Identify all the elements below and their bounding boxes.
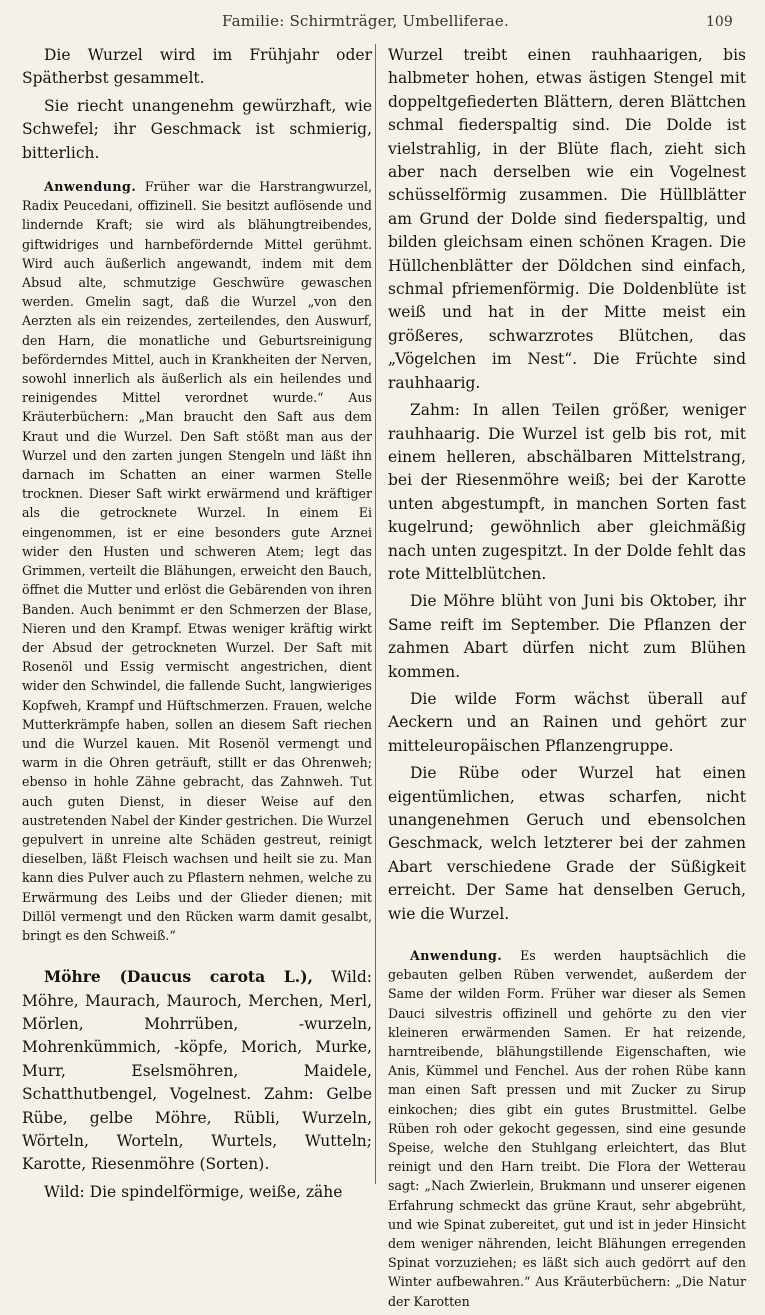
paragraph-text: Früher war die Harstrangwurzel, Radix Peucedani, offizinell. Sie besitzt auflösende und lindernde Kraft; sie wird als blähungtreibendes, giftwidriges und harnbefördernde Mittel gerühmt. Wird auch äußerlich angewandt, indem mit dem Absud alte, schmutzige Geschwüre gewaschen werden. Gmelin sagt, daß die Wurzel „von den Aerzten als ein reizendes, zerteilendes, den Auswurf, den Harn, die monatliche und Geburtsreinigung beförderndes Mittel, auch in Krankheiten der Nerven, sowohl innerlich als äußerlich als ein heilendes und reinigendes Mittel verordnet wurde.“ Aus Kräuterbüchern: „Man braucht den Saft aus dem Kraut und die Wurzel. Den Saft stößt man aus der Wurzel und den zarten jungen Stengeln und läßt ihn darnach im Schatten an einer warmen Stelle trocknen. Dieser Saft wirkt erwärmend und kräftiger als die getrocknete Wurzel. In einem Ei eingenommen, ist er eine besonders gute Arznei wider den Husten und schweren Atem; legt das Grimmen, verteilt die Blähungen, erweicht den Bauch, öffnet die Mutter und erlöst die Gebärenden von ihren Banden. Auch benimmt er den Schmerzen der Blase, Nieren und den Krampf. Etwas weniger kräftig wirkt der Absud der getrockneten Wurzel. Der Saft mit Rosenöl und Essig vermischt angestrichen, dient wider den Schwindel, die fallende Sucht, langwieriges Kopfweh, Krampf und Hüftschmerzen. Frauen, welche Mutterkrämpfe haben, sollen an diesem Saft riechen und die Wurzel kauen. Mit Rosenöl vermengt und warm in die Ohren geträuft, stillt er das Ohrenweh; ebenso in hohle Zähne gebracht, das Zahnweh. Tut auch guten Dienst, in dieser Weise auf den austretenden Nabel der Kinder gestrichen. Die Wurzel gepulvert in unreine alte Schäden gestreut, reinigt dieselben, läßt Fleisch wachsen und heilt sie zu. Man kann dies Pulver auch zu Pflastern nehmen, welche zu Erwärmung des Leibs und der Glieder dienen; mit Dillöl vermengt und den Rücken warm damit gesalbt, bringt es den Schweiß.“ xyxy=(22,179,372,943)
paragraph-taste xyxy=(388,762,746,926)
paragraph-smell xyxy=(22,95,372,165)
paragraph-text: Die Möhre blüht von Juni bis Oktober, ihr Same reift im September. Die Pflanzen der zahmen Abart dürfen nicht zum Blühen kommen. xyxy=(388,592,746,681)
paragraph-text: Wurzel treibt einen rauhhaarigen, bis halbmeter hohen, etwas ästigen Stengel mit doppeltgefiederten Blättern, deren Blättchen schmal fiederspaltig sind. Die Dolde ist vielstrahlig, in der Blüte flach, zieht sich aber nach derselben wie ein Vogelnest schüsselförmig zusammen. Die Hüllblätter am Grund der Dolde sind fiederspaltig, und bilden gleichsam einen schönen Kragen. Die Hüllchenblätter der Döldchen sind einfach, schmal pfriemenförmig. Die Doldenblüte ist weiß und hat in der Mitte meist ein größeres, schwarzrotes Blütchen, das „Vögelchen im Nest“. Die Früchte sind rauhhaarig. xyxy=(388,46,746,392)
paragraph-text: Sie riecht unangenehm gewürzhaft, wie Schwefel; ihr Geschmack ist schmierig, bitterlich. xyxy=(22,96,372,162)
paragraph-text: Die Wurzel wird im Frühjahr oder Spätherbst gesammelt. xyxy=(22,46,372,88)
paragraph-moehre-names xyxy=(22,965,372,1177)
paragraph-text: Die Rübe oder Wurzel hat einen eigentümlichen, etwas scharfen, nicht unangenehmen Geruch und ebensolchen Geschmack, welch letzterer bei der zahmen Abart verschiedene Grade der Süßigkeit erreicht. Der Same hat denselben Geruch, wie die Wurzel. xyxy=(388,764,746,923)
left-column xyxy=(22,44,372,1208)
paragraph-text: Es werden hauptsächlich die gebauten gelben Rüben verwendet, außerdem der Same der wilden Form. Früher war dieser als Semen Dauci silvestris offizinell und gehörte zu den vier kleineren erwärmenden Samen. Er hat reizende, harntreibende, blähungstillende Eigenschaften, wie Anis, Kümmel und Fenchel. Aus der rohen Rübe kann man einen Saft pressen und mit Zucker zu Sirup einkochen; dies gibt ein gutes Brustmittel. Gelbe Rüben roh oder gekocht gegessen, sind eine gesunde Speise, welche den Stuhlgang erleichtert, das Blut reinigt und den Harn treibt. Die Flora der Wetterau sagt: „Nach Zwierlein, Brukmann und unserer eigenen Erfahrung schmeckt das grüne Kraut, sehr abgebrüht, und wie Spinat zubereitet, gut und ist in jeder Hinsicht dem weniger nährenden, leicht Blähungen erregenden Spinat vorzuziehen; es läßt sich auch gedörrt auf den Winter aufbewahren.“ Aus Kräuterbüchern: „Die Natur der Karotten xyxy=(388,948,746,1309)
paragraph-flowering xyxy=(388,590,746,684)
column-divider xyxy=(375,44,376,1184)
paragraph-habitat xyxy=(388,688,746,758)
paragraph-text: Wild: Die spindelförmige, weiße, zähe xyxy=(44,1182,343,1201)
paragraph-cultivated xyxy=(388,399,746,586)
right-column xyxy=(388,44,746,1315)
paragraph-text: Zahm: In allen Teilen größer, weniger rauhhaarig. Die Wurzel ist gelb bis rot, mit einem helleren, abschälbaren Mittelstrang, bei der Riesenmöhre weiß; bei der Karotte unten abgestumpft, in manchen Sorten fast kugelrund; gewöhnlich aber gleichmäßig nach unten zugespitzt. In der Dolde fehlt das rote Mittelblütchen. xyxy=(388,401,746,583)
paragraph-usage xyxy=(22,177,372,945)
header-title: Familie: Schirmträger, Umbelliferae. xyxy=(222,12,509,30)
page-number: 109 xyxy=(706,14,733,30)
paragraph-wild-start xyxy=(22,1181,372,1204)
paragraph-usage-moehre xyxy=(388,946,746,1311)
paragraph-text: Wild: Möhre, Maurach, Mauroch, Merchen, Merl, Mörlen, Mohrrüben, -wurzeln, Mohrenkümmich, -köpfe, Morich, Murke, Murr, Eselsmöhren, Maidele, Schatthutbengel, Vogelnest. Zahm: Gelbe Rübe, gelbe Möhre, Rübli, Wurzeln, Wörteln, Worteln, Wurtels, Wutteln; Karotte, Riesenmöhre (Sorten). xyxy=(22,968,372,1174)
paragraph-text: Die wilde Form wächst überall auf Aeckern und an Rainen und gehört zur mitteleuropäischen Pflanzengruppe. xyxy=(388,689,746,755)
paragraph-wild-description xyxy=(388,44,746,395)
paragraph-harvest xyxy=(22,44,372,91)
running-header xyxy=(0,8,765,38)
section-heading-usage: Anwendung. xyxy=(44,179,137,195)
entry-title-moehre: Möhre (Daucus carota L.), xyxy=(44,967,313,987)
section-heading-usage: Anwendung. xyxy=(410,948,503,964)
